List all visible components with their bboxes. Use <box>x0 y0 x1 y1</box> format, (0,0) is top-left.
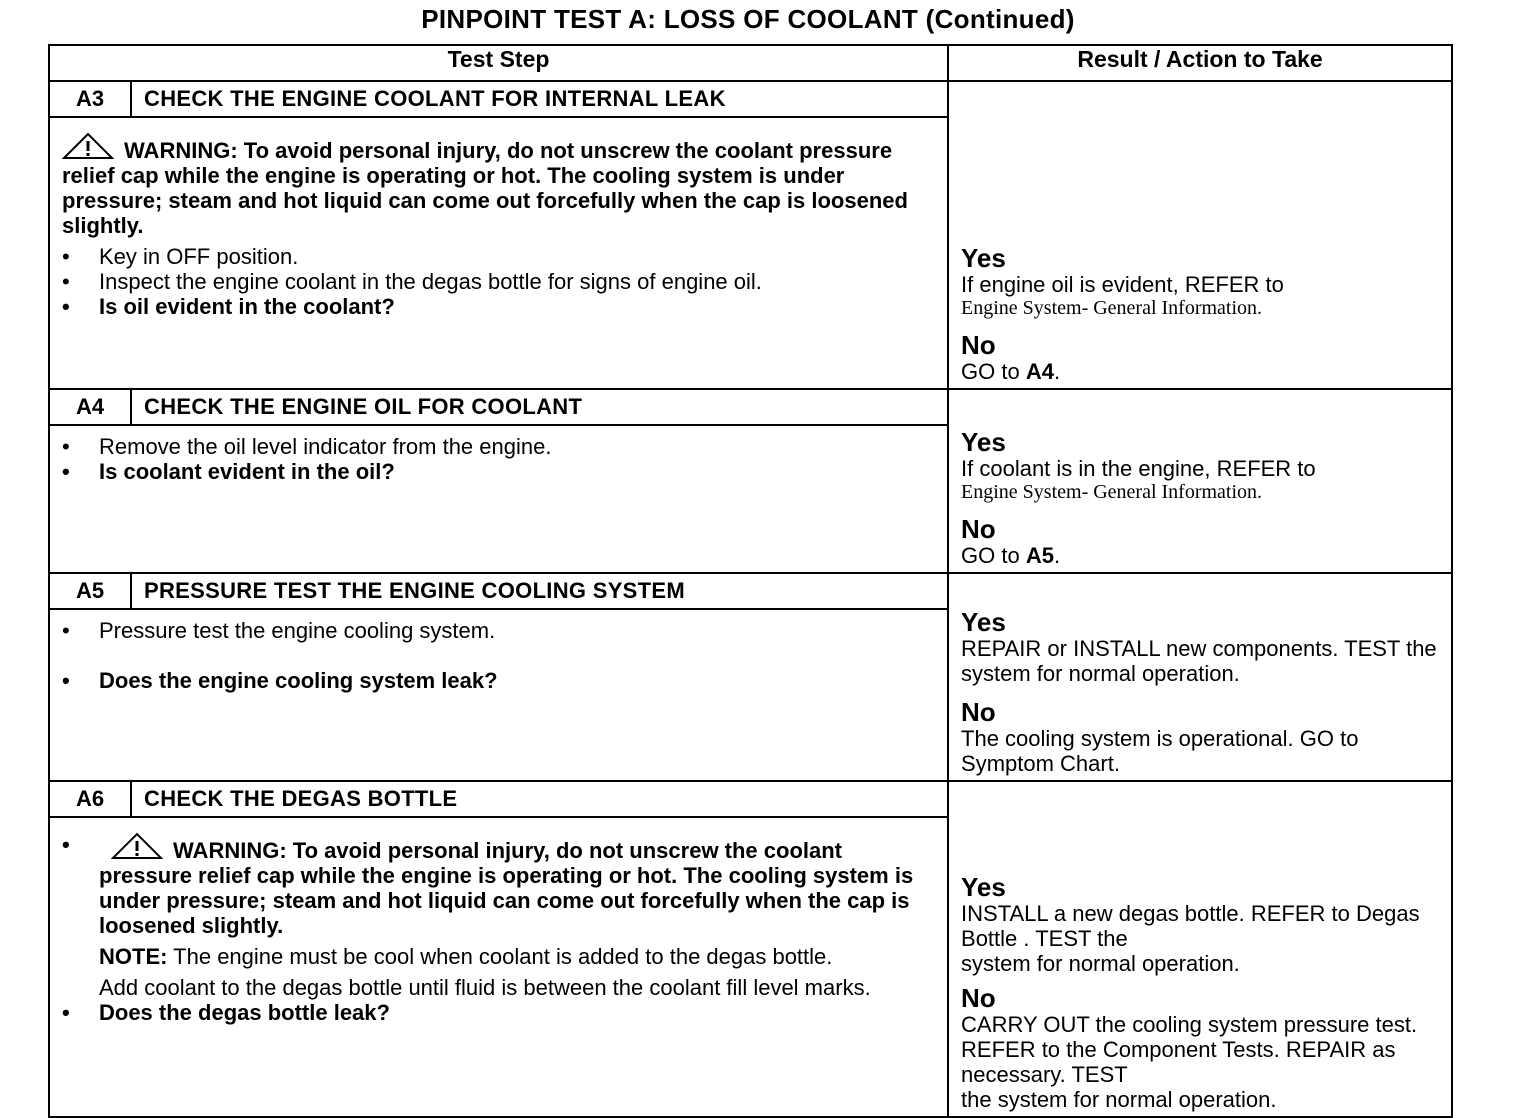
step-id: A4 <box>49 389 131 425</box>
bullet-item: • Pressure test the engine cooling system. <box>62 618 935 643</box>
no-action-text: The cooling system is operational. GO to Symptom Chart. <box>961 726 1359 776</box>
step-a6-body <box>49 817 948 1117</box>
warning-block <box>62 132 935 238</box>
bullet-question: • Does the degas bottle leak? <box>62 1000 935 1025</box>
step-a6-result <box>948 781 1452 1117</box>
note-text: NOTE: The engine must be cool when coolant is added to the degas bottle. <box>99 944 833 969</box>
instruction-text: Add coolant to the degas bottle until fluid is between the coolant fill level marks. <box>99 975 871 1000</box>
page-title: PINPOINT TEST A: LOSS OF COOLANT (Continued) <box>421 4 1075 34</box>
step-a3-title-row <box>49 81 1452 117</box>
yes-reference: Engine System- General Information. <box>961 481 1263 503</box>
yes-label: Yes <box>961 243 1006 273</box>
pinpoint-test-table <box>48 44 1453 1118</box>
yes-action-text: REPAIR or INSTALL new components. TEST the system for normal operation. <box>961 636 1437 686</box>
step-a3-result <box>948 81 1452 389</box>
bullet-item: • Remove the oil level indicator from the engine. <box>62 434 935 459</box>
step-a5-result <box>948 573 1452 781</box>
yes-action-text: If coolant is in the engine, REFER to <box>961 456 1316 481</box>
step-title: CHECK THE ENGINE COOLANT FOR INTERNAL LEAK <box>131 81 948 117</box>
header-result-action: Result / Action to Take <box>948 45 1452 81</box>
yes-label: Yes <box>961 427 1006 457</box>
warning-text: WARNING: To avoid personal injury, do not unscrew the coolant pressure relief cap while the engine is operating or hot. The cooling system is under pressure; steam and hot liquid can come out forcefully when the cap is loosened slightly. <box>62 138 908 238</box>
step-title: CHECK THE ENGINE OIL FOR COOLANT <box>131 389 948 425</box>
warning-triangle-icon <box>111 832 163 860</box>
step-id: A6 <box>49 781 131 817</box>
yes-action-text: If engine oil is evident, REFER to <box>961 272 1284 297</box>
step-a4-body <box>49 425 948 573</box>
step-a6-title-row <box>49 781 1452 817</box>
yes-label: Yes <box>961 607 1006 637</box>
no-action-text-cont: the system for normal operation. <box>961 1087 1277 1112</box>
bullet-question: • Is oil evident in the coolant? <box>62 294 935 319</box>
step-id: A3 <box>49 81 131 117</box>
header-test-step: Test Step <box>49 45 948 81</box>
step-a3-body <box>49 117 948 389</box>
step-a4-title-row <box>49 389 1452 425</box>
yes-action-text: INSTALL a new degas bottle. REFER to Degas Bottle . TEST the <box>961 901 1420 951</box>
no-target-step: A4 <box>1025 359 1054 384</box>
step-a4-result <box>948 389 1452 573</box>
no-label: No <box>961 330 996 360</box>
warning-triangle-icon <box>62 132 114 160</box>
warning-block <box>62 832 935 938</box>
no-target-step: A5 <box>1025 543 1054 568</box>
bullet-item: • Inspect the engine coolant in the degas bottle for signs of engine oil. <box>62 269 935 294</box>
step-a5-title-row <box>49 573 1452 609</box>
no-action-text: GO to A5. <box>961 543 1061 568</box>
no-action-text: GO to A4. <box>961 359 1061 384</box>
step-a5-body <box>49 609 948 781</box>
bullet-question: • Does the engine cooling system leak? <box>62 668 935 693</box>
yes-label: Yes <box>961 872 1006 902</box>
warning-text: WARNING: To avoid personal injury, do not unscrew the coolant pressure relief cap while the engine is operating or hot. The cooling system is under pressure; steam and hot liquid can come out forcefully when the cap is loosened slightly. <box>99 838 914 938</box>
table-header-row <box>49 45 1452 81</box>
yes-action-text-cont: system for normal operation. <box>961 951 1240 976</box>
bullet-item: • Key in OFF position. <box>62 244 935 269</box>
bullet-question: • Is coolant evident in the oil? <box>62 459 935 484</box>
no-action-text: CARRY OUT the cooling system pressure test. REFER to the Component Tests. REPAIR as necessary. TEST <box>961 1012 1418 1087</box>
step-id: A5 <box>49 573 131 609</box>
no-label: No <box>961 514 996 544</box>
yes-reference: Engine System- General Information. <box>961 297 1263 319</box>
step-title: PRESSURE TEST THE ENGINE COOLING SYSTEM <box>131 573 948 609</box>
no-label: No <box>961 983 996 1013</box>
step-title: CHECK THE DEGAS BOTTLE <box>131 781 948 817</box>
no-label: No <box>961 697 996 727</box>
note-label: NOTE: <box>99 944 168 969</box>
